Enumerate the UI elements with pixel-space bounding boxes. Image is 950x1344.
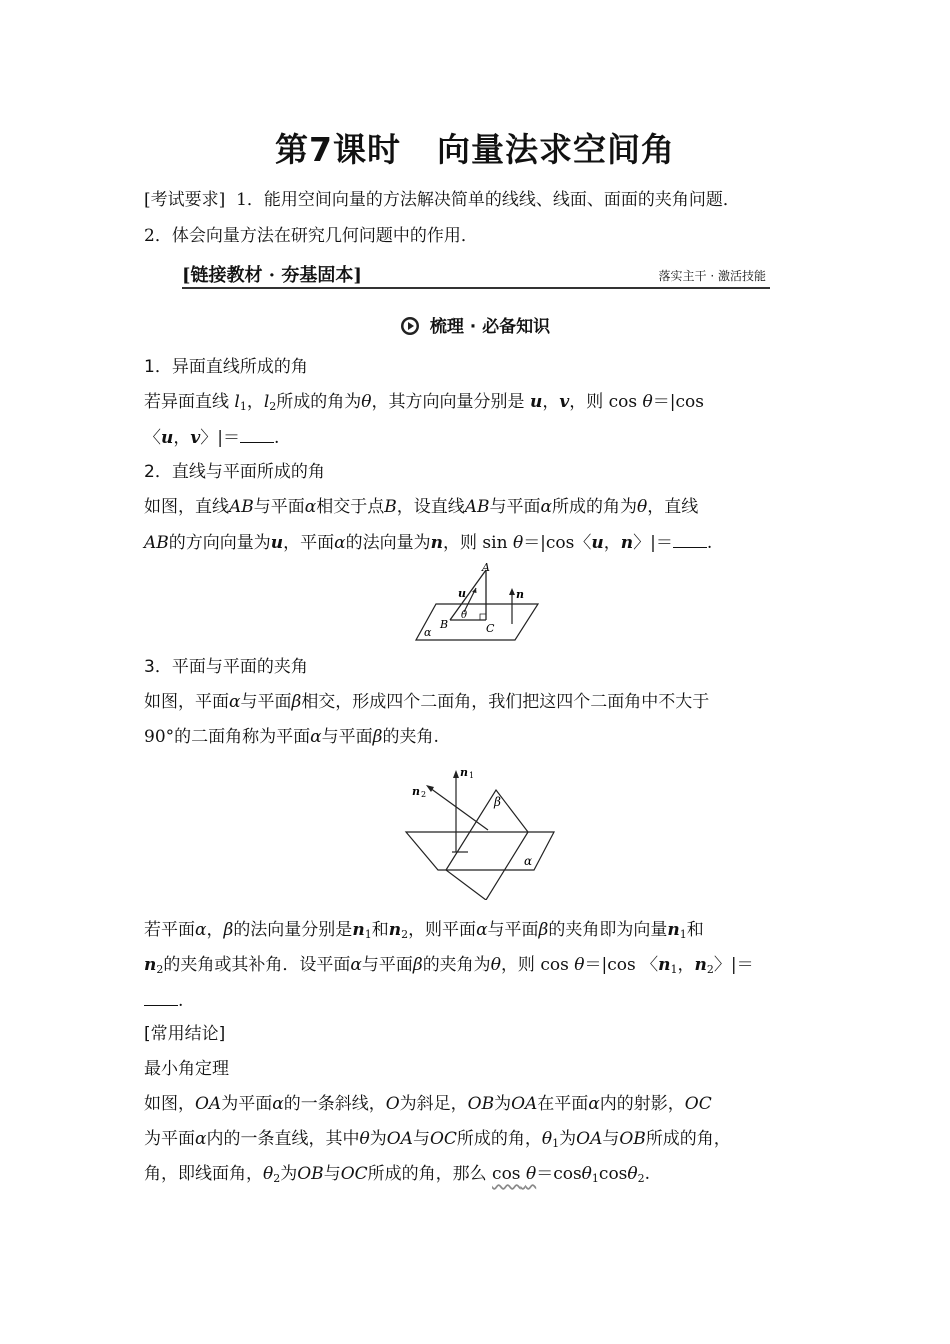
conclusion-line1: 如图，OA为平面α的一条斜线，O为斜足，OB为OA在平面α内的射影，OC bbox=[144, 1094, 712, 1114]
label-alpha: α bbox=[424, 626, 432, 639]
s3-line2: 90°的二面角称为平面α与平面β的夹角. bbox=[144, 727, 439, 747]
banner-right: 落实主干 · 激活技能 bbox=[658, 269, 766, 283]
theorem-formula: cos θ bbox=[492, 1164, 537, 1184]
s3-para-line3: . bbox=[144, 988, 183, 1013]
s3-para-line2: $n_2$的夹角或其补角．设平面α与平面β的夹角为θ，则 cos θ＝|cos 〈$n_1$，$n_2$〉|＝ bbox=[144, 955, 754, 976]
s3-heading: 3．平面与平面的夹角 bbox=[144, 657, 308, 677]
conclusion-line3: 角，即线面角，$\theta_2$为OB与OC所成的角，那么 cos θ＝cosθ$_1$cosθ$_2$. bbox=[144, 1164, 651, 1185]
play-icon bbox=[400, 316, 422, 336]
answer-blank bbox=[673, 530, 707, 548]
answer-blank bbox=[240, 425, 274, 443]
s3-line1: 如图，平面α与平面β相交，形成四个二面角，我们把这四个二面角中不大于 bbox=[144, 692, 710, 712]
label-B: B bbox=[440, 618, 449, 631]
conclusion-line2: 为平面α内的一条直线，其中θ为OA与OC所成的角，$\theta_1$为OA与OB所成的角， bbox=[144, 1129, 731, 1150]
label-n1-subscript: 1 bbox=[469, 771, 475, 780]
s2-line1: 如图，直线AB与平面α相交于点B，设直线AB与平面α所成的角为θ，直线 bbox=[144, 497, 699, 517]
plane-alpha bbox=[416, 604, 538, 640]
section-banner bbox=[182, 259, 770, 289]
s1-line1: 若异面直线 $l_1$，$l_2$所成的角为θ，其方向向量分别是 u，v，则 cos θ＝|cos bbox=[144, 392, 704, 413]
vector-n-arrowhead bbox=[509, 588, 515, 595]
label-n1: n bbox=[460, 766, 468, 779]
answer-blank bbox=[144, 988, 178, 1006]
conclusion-tag: [常用结论] bbox=[144, 1024, 226, 1044]
label-n: n bbox=[516, 588, 524, 601]
s2-line2: AB的方向向量为u，平面α的法向量为n，则 sin θ＝|cos〈u，n〉|＝ . bbox=[144, 530, 712, 555]
figure-plane-plane bbox=[400, 760, 560, 900]
plane-beta bbox=[446, 790, 528, 900]
title-lesson: 第7课时 bbox=[275, 130, 401, 169]
label-beta: β bbox=[494, 795, 501, 809]
label-A: A bbox=[482, 561, 490, 574]
conclusion-heading: 最小角定理 bbox=[144, 1059, 229, 1079]
label-n2: n bbox=[412, 785, 420, 798]
right-angle-mark bbox=[480, 614, 486, 620]
label-theta: θ bbox=[461, 610, 468, 621]
banner-left: [链接教材 · 夯基固本] bbox=[182, 265, 362, 286]
label-n2-subscript: 2 bbox=[421, 790, 427, 799]
vector-n1-arrowhead bbox=[453, 770, 459, 778]
s1-heading: 1．异面直线所成的角 bbox=[144, 357, 308, 377]
s3-para-line1: 若平面α，β的法向量分别是$n_1$和$n_2$，则平面α与平面β的夹角即为向量$n_1$和 bbox=[144, 920, 704, 941]
subsection-heading: 梳理 · 必备知识 bbox=[0, 312, 950, 337]
exam-tag: [考试要求] bbox=[144, 190, 226, 210]
line-AB bbox=[450, 570, 486, 620]
label-u: u bbox=[458, 587, 466, 600]
s2-heading: 2．直线与平面所成的角 bbox=[144, 462, 325, 482]
figure-line-plane bbox=[410, 560, 545, 645]
label-C: C bbox=[486, 622, 495, 635]
title-topic: 向量法求空间角 bbox=[436, 130, 675, 169]
label-alpha: α bbox=[524, 854, 533, 868]
vector-n2 bbox=[430, 788, 488, 830]
exam-requirements-line2: 2．体会向量方法在研究几何问题中的作用． bbox=[144, 226, 478, 246]
s1-line2: 〈u，v〉|＝ . bbox=[144, 425, 279, 450]
vector-n2-arrowhead bbox=[426, 785, 434, 792]
exam-requirements-line1: [考试要求] 1．能用空间向量的方法解决简单的线线、线面、面面的夹角问题． bbox=[144, 190, 740, 210]
page-title bbox=[0, 124, 950, 171]
